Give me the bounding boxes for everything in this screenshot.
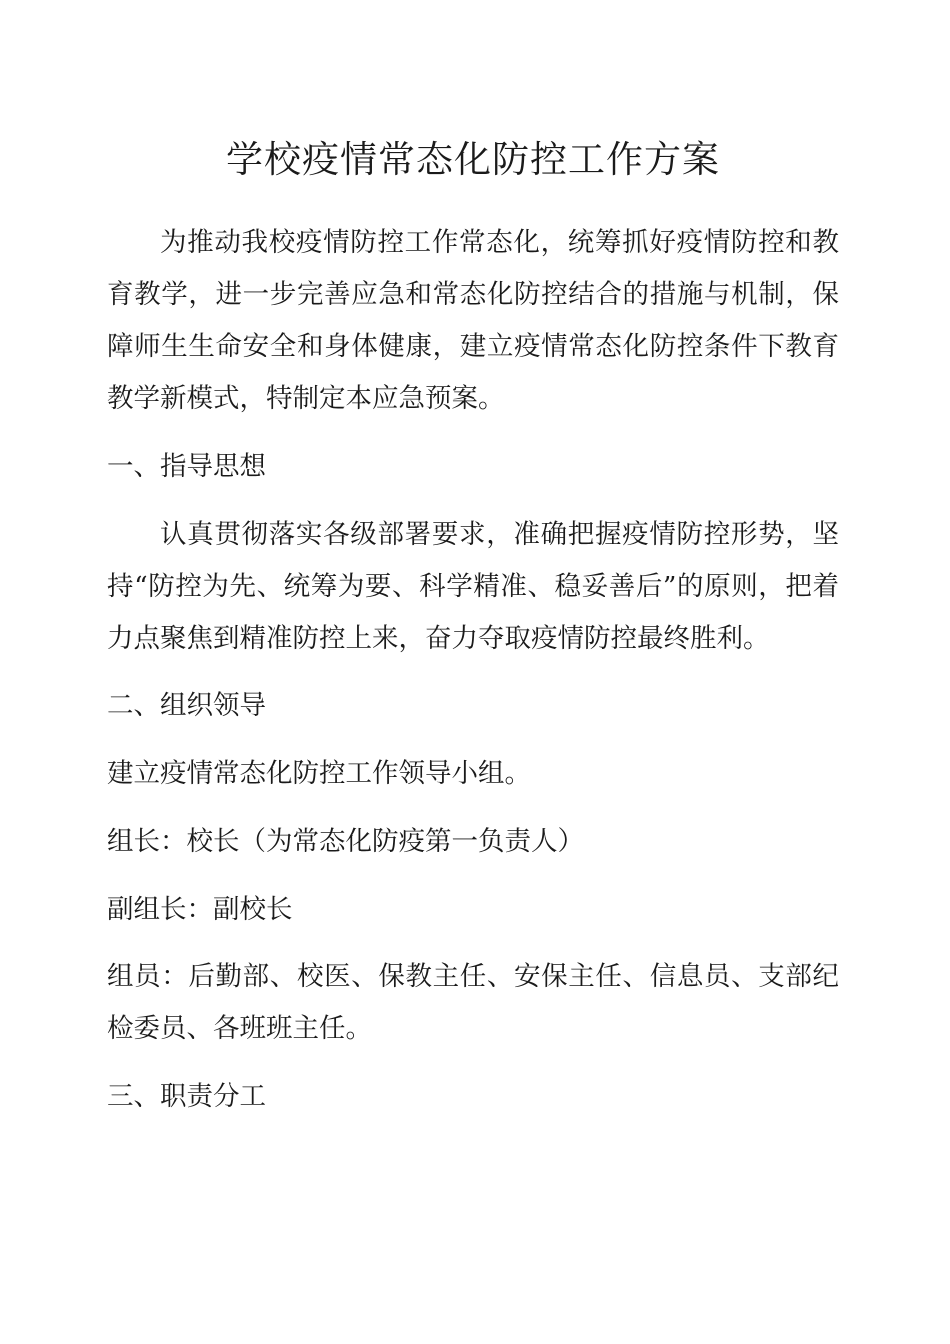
section-heading-responsibilities: 三、职责分工 [107, 1081, 266, 1112]
document-title: 学校疫情常态化防控工作方案 [226, 138, 720, 181]
organization-line-members: 组员：后勤部、校医、保教主任、安保主任、信息员、支部纪检委员、各班班主任。 [107, 961, 839, 1044]
section-heading-organization: 二、组织领导 [107, 690, 266, 721]
organization-line-deputy-leader: 副组长：副校长 [107, 894, 293, 925]
intro-paragraph: 为推动我校疫情防控工作常态化，统筹抓好疫情防控和教育教学，进一步完善应急和常态化防控结合的措施与机制，保障师生生命安全和身体健康，建立疫情常态化防控条件下教育教学新模式，特制定本应急预案。 [107, 227, 839, 414]
organization-line-leader: 组长：校长（为常态化防疫第一负责人） [107, 826, 584, 857]
guiding-ideology-paragraph: 认真贯彻落实各级部署要求，准确把握疫情防控形势，坚持“防控为先、统筹为要、科学精准、稳妥善后”的原则，把着力点聚焦到精准防控上来，奋力夺取疫情防控最终胜利。 [107, 519, 839, 654]
section-heading-guiding-ideology: 一、指导思想 [107, 451, 266, 482]
organization-line-group: 建立疫情常态化防控工作领导小组。 [107, 758, 531, 789]
